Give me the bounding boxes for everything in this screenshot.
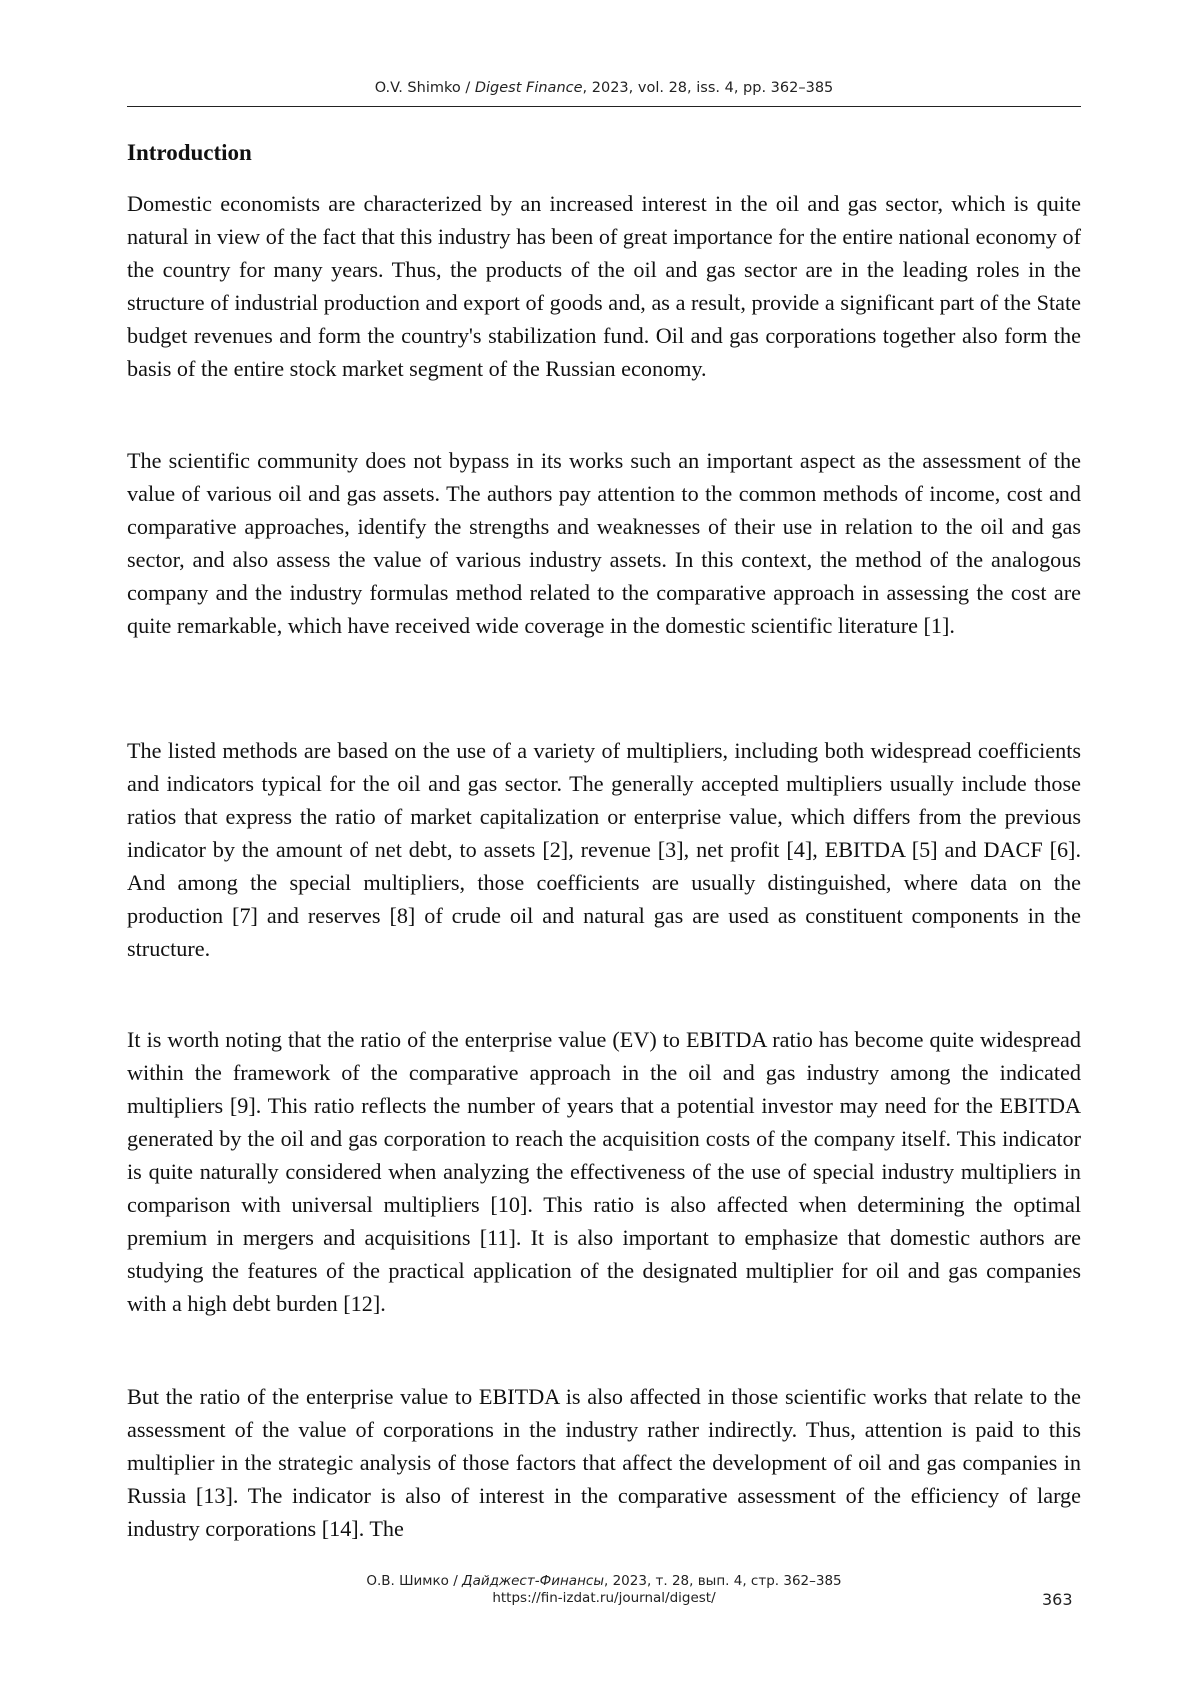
- header-details: , 2023, vol. 28, iss. 4, pp. 362–385: [582, 80, 834, 96]
- paragraph-4: It is worth noting that the ratio of the enterprise value (EV) to EBITDA ratio has become quite widespread within the framework of the comparative approach in the oil and gas industry among the indicated multipliers [9]. This ratio reflects the number of years that a potential investor may need for the EBITDA generated by the oil and gas corporation to reach the acquisition costs of the company itself. This indicator is quite naturally considered when analyzing the effectiveness of the use of special industry multipliers in comparison with universal multipliers [10]. This ratio is also affected when determining the optimal premium in mergers and acquisitions [11]. It is also important to emphasize that domestic authors are studying the features of the practical application of the designated multiplier for oil and gas companies with a high debt burden [12].: [127, 1027, 1081, 1316]
- paragraph-2: The scientific community does not bypass in its works such an important aspect as the assessment of the value of various oil and gas assets. The authors pay attention to the common methods of income, cost and comparative approaches, identify the strengths and weaknesses of their use in relation to the oil and gas sector, and also assess the value of various industry assets. In this context, the method of the analogous company and the industry formulas method related to the comparative approach in assessing the cost are quite remarkable, which have received wide coverage in the domestic scientific literature [1].: [127, 448, 1081, 638]
- footer-author: О.В. Шимко /: [366, 1573, 463, 1589]
- page-number: 363: [1042, 1590, 1073, 1609]
- section-heading: Introduction: [127, 140, 252, 165]
- paragraph-1: Domestic economists are characterized by an increased interest in the oil and gas sector, which is quite natural in view of the fact that this industry has been of great importance for the entire national economy of the country for many years. Thus, the products of the oil and gas sector are in the leading roles in the structure of industrial production and export of goods and, as a result, provide a significant part of the State budget revenues and form the country's stabilization fund. Oil and gas corporations together also form the basis of the entire stock market segment of the Russian economy.: [127, 191, 1081, 381]
- header-journal: Digest Finance: [474, 80, 583, 96]
- footer-details: , 2023, т. 28, вып. 4, стр. 362–385: [604, 1573, 842, 1589]
- header-author: O.V. Shimko /: [374, 80, 475, 96]
- running-header: [127, 80, 1081, 96]
- footer-journal: Дайджест-Финансы: [462, 1573, 604, 1589]
- paragraph-5: But the ratio of the enterprise value to EBITDA is also affected in those scientific works that relate to the assessment of the value of corporations in the industry rather indirectly. Thus, attention is paid to this multiplier in the strategic analysis of those factors that affect the development of oil and gas companies in Russia [13]. The indicator is also of interest in the comparative assessment of the efficiency of large industry corporations [14]. The: [127, 1384, 1081, 1541]
- footer-url[interactable]: https://fin-izdat.ru/journal/digest/: [492, 1590, 716, 1606]
- header-rule: [127, 106, 1081, 107]
- footer-citation: [127, 1573, 1081, 1590]
- paragraph-3: The listed methods are based on the use of a variety of multipliers, including both widespread coefficients and indicators typical for the oil and gas sector. The generally accepted multipliers usually include those ratios that express the ratio of market capitalization or enterprise value, which differs from the previous indicator by the amount of net debt, to assets [2], revenue [3], net profit [4], EBITDA [5] and DACF [6]. And among the special multipliers, those coefficients are usually distinguished, where data on the production [7] and reserves [8] of crude oil and natural gas are used as constituent components in the structure.: [127, 738, 1081, 961]
- running-footer: [127, 1573, 1081, 1607]
